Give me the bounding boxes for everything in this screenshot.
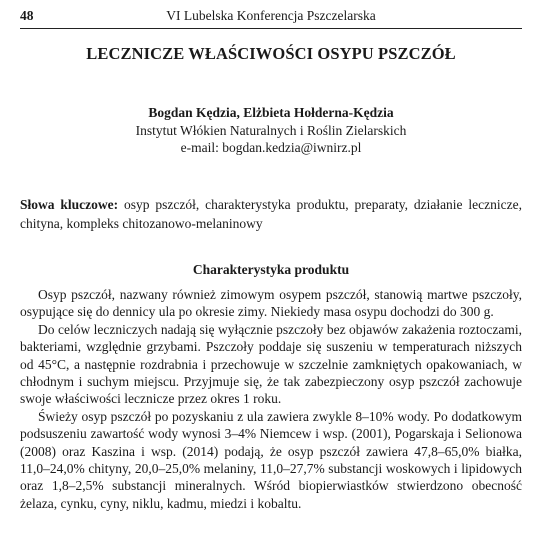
- institution: Instytut Włókien Naturalnych i Roślin Zielarskich: [135, 122, 407, 138]
- article-title: LECZNICZE WŁAŚCIWOŚCI OSYPU PSZCZÓŁ: [86, 44, 456, 63]
- keywords-label: Słowa kluczowe:: [20, 197, 119, 212]
- section-heading: Charakterystyka produktu: [192, 262, 350, 277]
- running-header: [20, 8, 522, 28]
- conference-name: VI Lubelska Konferencja Pszczelarska: [166, 8, 376, 23]
- header-divider: [20, 28, 522, 29]
- email: e-mail: bogdan.kedzia@iwnirz.pl: [180, 140, 362, 155]
- page-number: 48: [20, 8, 34, 23]
- section-body: [20, 286, 522, 512]
- keywords-text: osyp pszczół, charakterystyka produktu, preparaty, działanie lecznicze, chityna, kompleks chitozanowo-melaninowy: [20, 197, 523, 231]
- paragraph: Świeży osyp pszczół po pozyskaniu z ula zawiera zwykle 8–10% wody. Po dodatkowym podsuszeniu zawartość wody wynosi 3–4% Niemcew i wsp. (2001), Pogarskaja i Selionowa (2008) oraz Kaszina i wsp. (2014) podają, że osyp pszczół zawiera 47,8–65,0% białka, 11,0–24,0% chityny, 20,0–25,0% melaniny, 11,0–27,7% substancji woskowych i lipidowych oraz 1,8–2,5% substancji mineralnych. Wśród biopierwiastków stwierdzono obecność żelaza, cynku, cyny, niklu, kadmu, miedzi i kobaltu.: [20, 408, 522, 511]
- paragraph: Osyp pszczół, nazwany również zimowym osypem pszczół, stanowią martwe pszczoły, osypujące się do dennicy ula po okresie zimy. Niekiedy masa osypu dochodzi do 300 g.: [20, 287, 522, 320]
- paragraph: Do celów leczniczych nadają się wyłącznie pszczoły bez objawów zakażenia roztoczami, bakteriami, względnie grzybami. Pszczoły poddaje się suszeniu w temperaturach niższych od 45°C, a następnie rozdrabnia i przechowuje w szczelnie zamkniętych opakowaniach, w chłodnym i suchym miejscu. Przyjmuje się, że tak zabezpieczony osyp pszczół zachowuje swoje właściwości lecznicze przez okres 1 roku.: [20, 321, 522, 407]
- author-block: [20, 104, 522, 157]
- keywords: [20, 195, 522, 233]
- authors: Bogdan Kędzia, Elżbieta Hołderna-Kędzia: [148, 105, 394, 120]
